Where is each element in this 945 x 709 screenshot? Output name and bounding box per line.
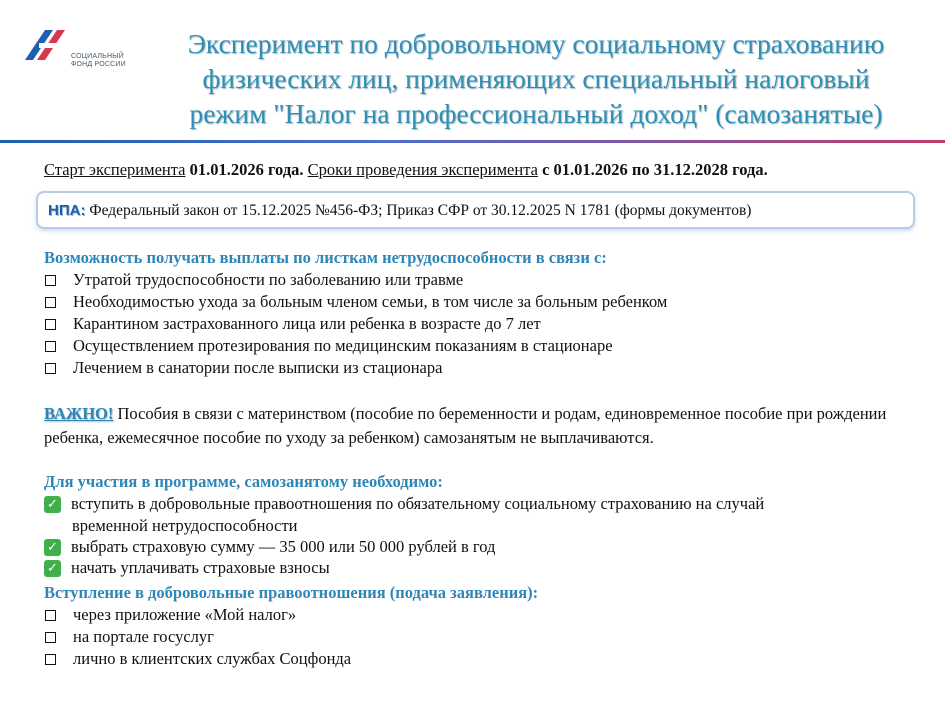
list-item	[44, 358, 442, 378]
checkbox-icon	[45, 341, 56, 352]
list-item	[44, 649, 351, 669]
logo-line2: ФОНД РОССИИ	[71, 61, 126, 68]
checkbox-icon	[45, 319, 56, 330]
important-text: Пособия в связи с материнством (пособие по беременности и родам, единовременное пособие при рождении ребенка, ежемесячное пособие по уходу за ребенком) самозанятым не выплачиваются.	[44, 404, 887, 447]
participation-title: Для участия в программе, самозанятому необходимо:	[44, 472, 443, 491]
check-icon: ✓	[44, 560, 61, 577]
experiment-dates	[44, 160, 768, 180]
sfr-logo-icon	[19, 22, 71, 70]
benefits-title: Возможность получать выплаты по листкам нетрудоспособности в связи с:	[44, 248, 607, 267]
list-item-text: Осуществлением протезирования по медицинским показаниям в стационаре	[73, 336, 613, 355]
list-item	[44, 605, 296, 625]
logo-line1: СОЦИАЛЬНЫЙ	[71, 53, 124, 60]
application-title: Вступление в добровольные правоотношения (подача заявления):	[44, 583, 539, 602]
list-item-text: Лечением в санатории после выписки из стационара	[73, 358, 443, 377]
checkbox-icon	[45, 654, 56, 665]
start-label: Старт эксперимента	[44, 160, 186, 179]
list-item	[44, 494, 764, 514]
list-item-text: Утратой трудоспособности по заболеванию или травме	[73, 270, 464, 289]
check-icon: ✓	[44, 539, 61, 556]
title-line-2: физических лиц, применяющих специальный налоговый	[202, 63, 870, 94]
period-value: с 01.01.2026 по 31.12.2028 года.	[537, 160, 768, 179]
list-item-text: через приложение «Мой налог»	[73, 605, 297, 624]
npa-label: НПА:	[48, 202, 86, 219]
list-item	[44, 336, 613, 356]
npa-value: Федеральный закон от 15.12.2025 №456-ФЗ; Приказ СФР от 30.12.2025 N 1781 (формы документов)	[85, 202, 752, 219]
list-item-text: лично в клиентских службах Соцфонда	[73, 649, 352, 668]
logo-text	[71, 53, 126, 69]
list-item	[44, 627, 214, 647]
check-icon: ✓	[44, 496, 61, 513]
checkbox-icon	[45, 363, 56, 374]
list-item	[44, 292, 667, 312]
start-value: 01.01.2026 года.	[185, 160, 304, 179]
list-item-text: Необходимостью ухода за больным членом семьи, в том числе за больным ребенком	[73, 292, 668, 311]
checkbox-icon	[45, 632, 56, 643]
important-note	[44, 402, 924, 450]
checkbox-icon	[45, 610, 56, 621]
list-item-text: Карантином застрахованного лица или ребенка в возрасте до 7 лет	[73, 314, 541, 333]
list-item	[44, 537, 495, 557]
list-item	[44, 270, 463, 290]
period-label: Сроки проведения эксперимента	[307, 160, 538, 179]
checkbox-icon	[45, 297, 56, 308]
page-title	[150, 26, 922, 131]
npa-box	[36, 191, 915, 229]
list-item-continuation: временной нетрудоспособности	[72, 516, 298, 535]
title-line-3: режим "Налог на профессиональный доход" (самозанятые)	[189, 98, 883, 129]
title-line-1: Эксперимент по добровольному социальному страхованию	[187, 28, 885, 59]
list-item-text: начать уплачивать страховые взносы	[71, 558, 330, 577]
list-item	[44, 558, 330, 578]
sfr-logo	[19, 22, 139, 82]
important-label: ВАЖНО!	[44, 404, 114, 423]
checkbox-icon	[45, 275, 56, 286]
list-item-text: вступить в добровольные правоотношения по обязательному социальному страхованию на случай	[71, 494, 765, 513]
header-divider	[0, 140, 945, 143]
list-item-text: выбрать страховую сумму — 35 000 или 50 000 рублей в год	[71, 537, 496, 556]
list-item-text: на портале госуслуг	[73, 627, 214, 646]
npa-text	[48, 202, 751, 220]
list-item	[44, 314, 541, 334]
